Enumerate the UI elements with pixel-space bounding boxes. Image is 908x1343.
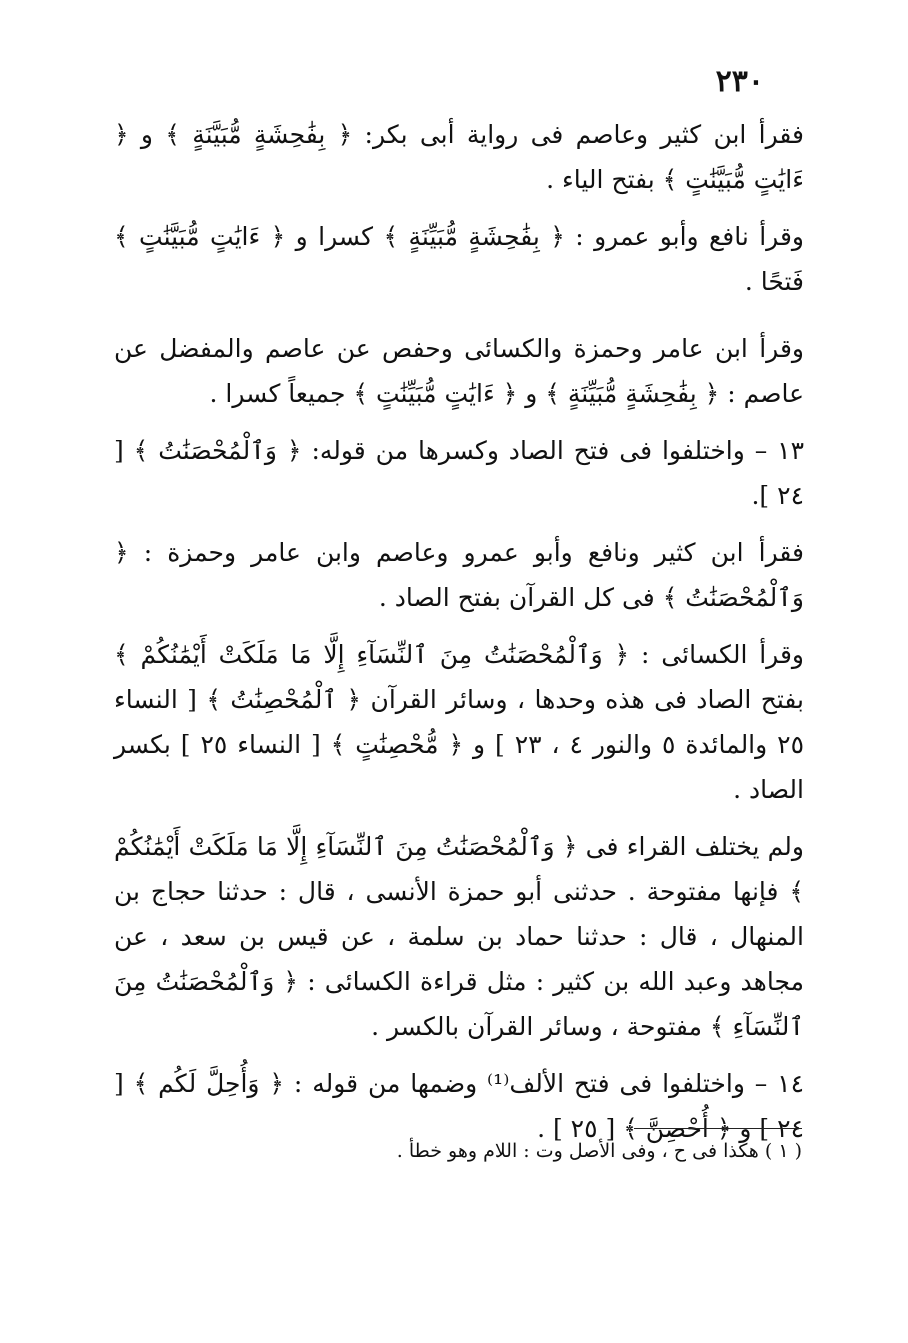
- paragraph-7: ولم يختلف القراء فى ﴿ وَٱلْمُحْصَنَٰتُ مِنَ ٱلنِّسَآءِ إِلَّا مَا مَلَكَتْ أَيْمَٰنُكُمْ ﴾ فإنها مفتوحة . حدثنى أبو حمزة الأنسى ، قال : حدثنا حجاج بن المنهال ، قال : حدثنا حماد بن سلمة ، عن قيس بن سعد ، عن مجاهد وعبد الله بن كثير : مثل قراءة الكسائى : ﴿ وَٱلْمُحْصَنَٰتُ مِنَ ٱلنِّسَآءِ ﴾ مفتوحة ، وسائر القرآن بالكسر .: [114, 832, 804, 1041]
- paragraph-3: وقرأ ابن عامر وحمزة والكسائى وحفص عن عاصم والمفضل عن عاصم : ﴿ بِفَٰحِشَةٍ مُّبَيِّنَةٍ ﴾ و ﴿ ءَايَٰتٍ مُّبَيِّنَٰتٍ ﴾ جميعاً كسرا .: [114, 334, 804, 408]
- footnote-divider: [634, 1128, 802, 1129]
- footnote: ( ١ ) هكذا فى ح ، وفى الأصل وت : اللام وهو خطأ .: [396, 1140, 802, 1162]
- page-number: ٢٣٠: [715, 64, 764, 99]
- paragraph-2: وقرأ نافع وأبو عمرو : ﴿ بِفَٰحِشَةٍ مُّبَيِّنَةٍ ﴾ كسرا و ﴿ ءَايَٰتٍ مُّبَيَّنَٰتٍ ﴾ فَتحًا .: [114, 222, 804, 296]
- paragraph-1: فقرأ ابن كثير وعاصم فى رواية أبى بكر: ﴿ بِفَٰحِشَةٍ مُّبَيَّنَةٍ ﴾ و ﴿ ءَايَٰتٍ مُّبَيَّنَٰتٍ ﴾ بفتح الياء .: [114, 120, 804, 194]
- section-13-heading: ١٣ – واختلفوا فى فتح الصاد وكسرها من قوله: ﴿ وَٱلْمُحْصَنَٰتُ ﴾ [ ٢٤ ].: [114, 436, 804, 510]
- main-text: [114, 112, 804, 1163]
- section-14-heading: ١٤ – واختلفوا فى فتح الألف⁽¹⁾ وضمها من قوله : ﴿ وَأُحِلَّ لَكُم ﴾ [ ٢٤ ] و ﴿ أُحْصِنَّ ﴾ [ ٢٥ ] .: [114, 1069, 804, 1143]
- paragraph-5: فقرأ ابن كثير ونافع وأبو عمرو وعاصم وابن عامر وحمزة : ﴿ وَٱلْمُحْصَنَٰتُ ﴾ فى كل القرآن بفتح الصاد .: [114, 538, 804, 612]
- paragraph-6: وقرأ الكسائى : ﴿ وَٱلْمُحْصَنَٰتُ مِنَ ٱلنِّسَآءِ إِلَّا مَا مَلَكَتْ أَيْمَٰنُكُمْ ﴾ بفتح الصاد فى هذه وحدها ، وسائر القرآن ﴿ ٱلْمُحْصِنَٰتُ ﴾ [ النساء ٢٥ والمائدة ٥ والنور ٤ ، ٢٣ ] و ﴿ مُّحْصِنَٰتٍ ﴾ [ النساء ٢٥ ] بكسر الصاد .: [114, 640, 804, 804]
